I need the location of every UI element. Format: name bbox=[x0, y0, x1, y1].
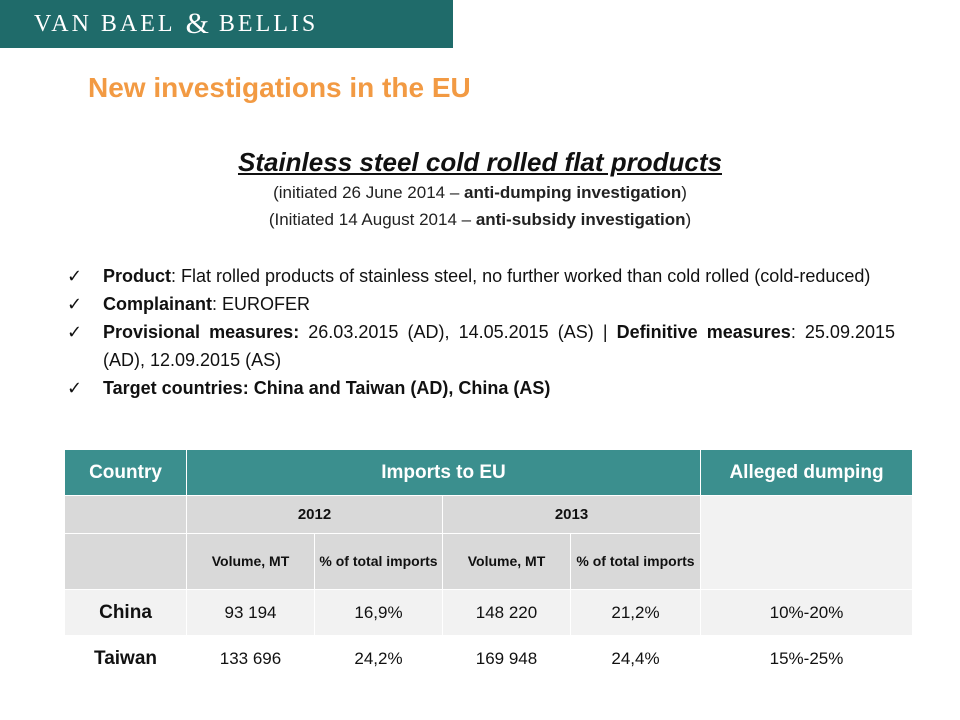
product-label: Product bbox=[103, 266, 172, 286]
subtitle-block bbox=[0, 145, 960, 233]
imports-table bbox=[64, 449, 913, 682]
complainant-label: Complainant bbox=[103, 294, 213, 314]
targets-label: Target countries: China and Taiwan (AD), China (AS) bbox=[103, 378, 551, 398]
bullet-measures bbox=[63, 318, 895, 374]
alleged-dumping: 15%-25% bbox=[701, 636, 913, 682]
brand-logo-bar bbox=[0, 0, 453, 48]
header-imports: Imports to EU bbox=[187, 450, 701, 496]
pct-2013: 24,4% bbox=[571, 636, 701, 682]
table-header-row bbox=[65, 450, 913, 496]
volume-2013: 148 220 bbox=[443, 590, 571, 636]
alleged-dumping: 10%-20% bbox=[701, 590, 913, 636]
country-name: Taiwan bbox=[65, 636, 187, 682]
dumping-blank-cell bbox=[701, 496, 913, 590]
table-row bbox=[65, 636, 913, 682]
bullet-complainant bbox=[63, 290, 895, 318]
checkmark-icon: ✓ bbox=[67, 266, 83, 286]
header-dumping: Alleged dumping bbox=[701, 450, 913, 496]
subheader-pct-2013: % of total imports bbox=[571, 534, 701, 590]
checkmark-icon: ✓ bbox=[67, 294, 83, 314]
subheader-volume-2012: Volume, MT bbox=[187, 534, 315, 590]
bullet-product bbox=[63, 262, 895, 290]
checkmark-icon: ✓ bbox=[67, 378, 83, 398]
provisional-label: Provisional measures: bbox=[103, 322, 300, 342]
bullet-list bbox=[63, 262, 895, 402]
product-subtitle: Stainless steel cold rolled flat products bbox=[237, 147, 722, 177]
slide-title: New investigations in the EU bbox=[88, 72, 471, 103]
subheader-volume-2013: Volume, MT bbox=[443, 534, 571, 590]
year-row-blank bbox=[65, 496, 187, 534]
initiation-ad-close: ) bbox=[681, 183, 687, 202]
pct-2013: 21,2% bbox=[571, 590, 701, 636]
initiation-as-open: (Initiated 14 August 2014 – bbox=[268, 210, 476, 229]
bullet-targets bbox=[63, 374, 895, 402]
volume-2012: 133 696 bbox=[187, 636, 315, 682]
initiation-line-as bbox=[0, 206, 960, 233]
subheader-pct-2012: % of total imports bbox=[315, 534, 443, 590]
volume-2012: 93 194 bbox=[187, 590, 315, 636]
provisional-text: 26.03.2015 (AD), 14.05.2015 (AS) | bbox=[299, 322, 617, 342]
brand-ampersand: & bbox=[185, 7, 209, 40]
table-year-row bbox=[65, 496, 913, 534]
year-2012: 2012 bbox=[187, 496, 443, 534]
initiation-as-close: ) bbox=[685, 210, 692, 229]
initiation-ad-type: anti-dumping investigation bbox=[464, 183, 682, 202]
brand-name-part1: VAN BAEL bbox=[34, 10, 176, 37]
definitive-label: Definitive measures bbox=[616, 322, 791, 342]
initiation-ad-open: (initiated 26 June 2014 – bbox=[273, 183, 465, 202]
definitive-text: : 25.09.2015 (AD), 12.09.2015 (AS) bbox=[103, 322, 895, 370]
volume-2013: 169 948 bbox=[443, 636, 571, 682]
initiation-as-type: anti-subsidy investigation bbox=[475, 210, 686, 229]
brand-name-part2: BELLIS bbox=[218, 10, 319, 37]
subheader-row-blank bbox=[65, 534, 187, 590]
table-row bbox=[65, 590, 913, 636]
country-name: China bbox=[65, 590, 187, 636]
checkmark-icon: ✓ bbox=[67, 322, 83, 342]
complainant-text: : EUROFER bbox=[212, 294, 311, 314]
year-2013: 2013 bbox=[443, 496, 701, 534]
initiation-line-ad bbox=[0, 179, 960, 206]
product-text: : Flat rolled products of stainless steel, no further worked than cold rolled (cold-reduced) bbox=[171, 266, 871, 286]
pct-2012: 16,9% bbox=[315, 590, 443, 636]
header-country: Country bbox=[65, 450, 187, 496]
pct-2012: 24,2% bbox=[315, 636, 443, 682]
